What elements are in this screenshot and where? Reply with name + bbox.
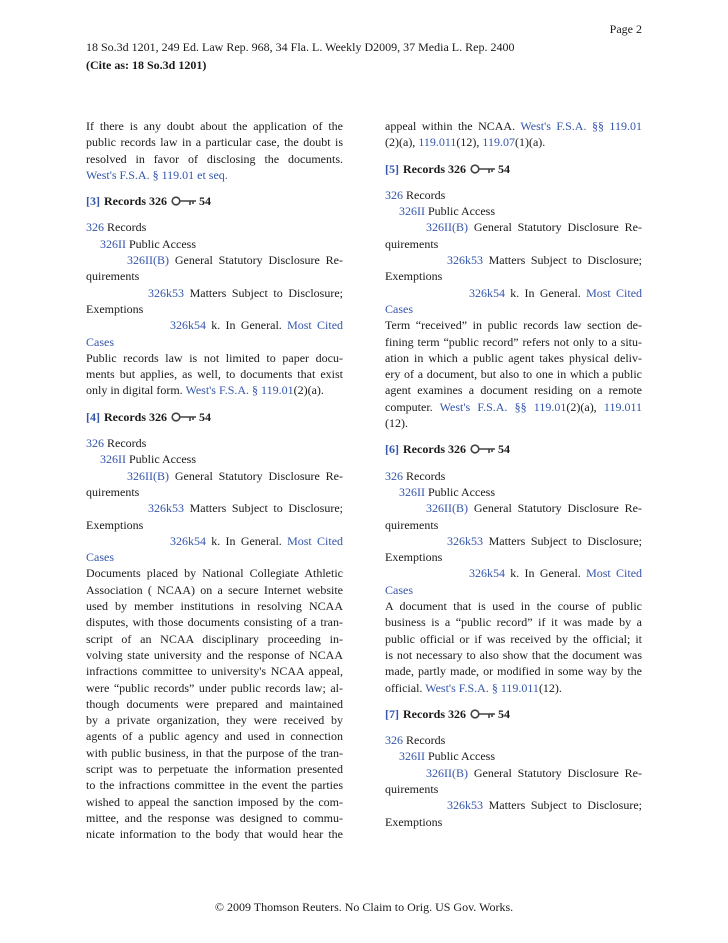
topic-code-link[interactable]: 326II(B) bbox=[426, 220, 468, 235]
headnote-text: Public records law is not limited to paper docu- bbox=[86, 350, 343, 365]
topic-label: Records bbox=[107, 436, 147, 451]
headnote-topic: Records 326 bbox=[403, 161, 466, 176]
topic-code-link[interactable]: 326k54 bbox=[170, 533, 206, 548]
citation-header bbox=[86, 38, 514, 74]
statute-link[interactable]: West's F.S.A. § 119.01 bbox=[185, 383, 294, 398]
topic-code-link[interactable]: 326k53 bbox=[447, 798, 483, 813]
statute-link[interactable]: 119.07 bbox=[482, 135, 515, 150]
key-icon bbox=[470, 709, 496, 719]
topic-label: Exemptions bbox=[385, 269, 443, 284]
left-column bbox=[86, 118, 343, 842]
topic-code-link[interactable]: 326k54 bbox=[469, 285, 505, 300]
topic-label: General Statutory Disclosure Re- bbox=[174, 468, 343, 483]
statute-link[interactable]: West's F.S.A. §§ 119.01 bbox=[520, 119, 642, 133]
key-number: 54 bbox=[498, 161, 510, 176]
topic-label: General Statutory Disclosure Re- bbox=[473, 765, 642, 780]
headnote-text: by a private organization, they were received by bbox=[86, 713, 343, 728]
most-cited-link[interactable]: Cases bbox=[385, 301, 413, 316]
topic-label: k. In General. bbox=[510, 566, 581, 581]
headnote-text: nicate information to the body that would hear the bbox=[86, 827, 343, 842]
most-cited-link[interactable]: Most Cited bbox=[287, 533, 344, 548]
headnote-number-link[interactable]: [4] bbox=[86, 409, 100, 424]
topic-code-link[interactable]: 326k53 bbox=[148, 285, 184, 300]
headnote-text: (2)(a), bbox=[566, 399, 597, 414]
most-cited-link[interactable]: Cases bbox=[385, 582, 413, 597]
headnote-number-link[interactable]: [5] bbox=[385, 161, 399, 176]
headnote-text: public official or if was received by the official; it bbox=[385, 631, 642, 646]
headnote-text: script of an NCAA disciplinary proceeding in- bbox=[86, 631, 343, 646]
key-icon bbox=[171, 196, 197, 206]
topic-label: Records bbox=[107, 220, 147, 235]
headnote-number-link[interactable]: [6] bbox=[385, 442, 399, 457]
right-column bbox=[385, 118, 642, 830]
topic-label: General Statutory Disclosure Re- bbox=[473, 220, 642, 235]
headnote-text: (12), bbox=[456, 135, 480, 150]
topic-label: quirements bbox=[385, 781, 439, 796]
headnote-text: disputes, with those documents consisting of a tran- bbox=[86, 615, 343, 630]
topic-label: Records bbox=[406, 733, 446, 748]
key-number: 54 bbox=[199, 409, 211, 424]
headnote-number-link[interactable]: [3] bbox=[86, 194, 100, 209]
headnote-text: ation in which a public agent takes physical deliv- bbox=[385, 350, 642, 365]
key-number: 54 bbox=[199, 194, 211, 209]
topic-label: k. In General. bbox=[510, 285, 581, 300]
most-cited-link[interactable]: Cases bbox=[86, 550, 114, 565]
topic-label: Exemptions bbox=[385, 550, 443, 565]
most-cited-link[interactable]: Cases bbox=[86, 334, 114, 349]
topic-label: k. In General. bbox=[211, 318, 282, 333]
topic-label: General Statutory Disclosure Re- bbox=[174, 253, 343, 268]
headnote-text: business is a “public record” if it was made by a bbox=[385, 615, 642, 630]
headnote-7-heading bbox=[385, 706, 642, 722]
headnote-topic: Records 326 bbox=[403, 706, 466, 721]
headnote-text: with public business, in that the purpose of the tran- bbox=[86, 745, 343, 760]
headnote-3-heading bbox=[86, 193, 343, 209]
topic-label: Matters Subject to Disclosure; bbox=[189, 285, 344, 300]
statute-link[interactable]: 119.011 bbox=[418, 135, 457, 150]
topic-code-link[interactable]: 326k53 bbox=[148, 501, 184, 516]
topic-code-link[interactable]: 326II(B) bbox=[426, 765, 468, 780]
topic-label: Matters Subject to Disclosure; bbox=[189, 501, 344, 516]
topic-label: Matters Subject to Disclosure; bbox=[488, 253, 643, 268]
headnote-text: (12). bbox=[385, 416, 408, 431]
key-number: 54 bbox=[498, 442, 510, 457]
headnote-text: (2)(a), bbox=[385, 135, 416, 150]
headnote-text: mittee, and the response was designed to commu- bbox=[86, 810, 343, 825]
topic-code-link[interactable]: 326 bbox=[385, 187, 403, 202]
headnote-text: A document that is used in the course of public bbox=[385, 599, 642, 614]
headnote-6-heading bbox=[385, 441, 642, 457]
headnote-text: script was to perpetuate the information presented bbox=[86, 761, 343, 776]
topic-code-link[interactable]: 326II(B) bbox=[127, 468, 169, 483]
topic-code-link[interactable]: 326II(B) bbox=[426, 501, 468, 516]
headnote-text: ments but applies, as well, to documents that exist bbox=[86, 367, 343, 382]
headnote-text: Documents placed by National Collegiate Athletic bbox=[86, 566, 343, 581]
key-number: 54 bbox=[498, 706, 510, 721]
intro-line: If there is any doubt about the application of the bbox=[86, 119, 343, 133]
topic-label: Public Access bbox=[129, 452, 196, 467]
topic-label: Exemptions bbox=[86, 301, 144, 316]
headnote-text: Term “received” in public records law section de- bbox=[385, 318, 642, 333]
topic-label: quirements bbox=[86, 484, 140, 499]
topic-label: Records bbox=[406, 468, 446, 483]
headnote-text: agent examines a document residing on a remote bbox=[385, 383, 642, 398]
topic-label: Public Access bbox=[428, 749, 495, 764]
headnote-text: to the infractions committee in the event the parties bbox=[86, 778, 343, 793]
topic-code-link[interactable]: 326II bbox=[399, 484, 425, 499]
cite-as-line: (Cite as: 18 So.3d 1201) bbox=[86, 58, 207, 72]
headnote-text: (2)(a). bbox=[293, 383, 324, 398]
topic-label: Exemptions bbox=[385, 814, 443, 829]
topic-label: Matters Subject to Disclosure; bbox=[488, 533, 643, 548]
key-icon bbox=[470, 164, 496, 174]
headnote-text: Association ( NCAA) on a secure Internet website bbox=[86, 582, 343, 597]
headnote-text: only in digital form. bbox=[86, 383, 183, 398]
most-cited-link[interactable]: Most Cited bbox=[586, 285, 643, 300]
statute-link[interactable]: 119.011 bbox=[603, 399, 642, 414]
topic-label: quirements bbox=[385, 236, 439, 251]
headnote-text: though documents were prepared and maintained bbox=[86, 696, 343, 711]
headnote-text: appeal within the NCAA. bbox=[385, 119, 516, 133]
headnote-text: made, partly made, or modified in some way by the bbox=[385, 664, 642, 679]
topic-code-link[interactable]: 326II bbox=[399, 749, 425, 764]
topic-code-link[interactable]: 326 bbox=[385, 468, 403, 483]
citation-line: 18 So.3d 1201, 249 Ed. Law Rep. 968, 34 Fla. L. Weekly D2009, 37 Media L. Rep. 2400 bbox=[86, 40, 515, 54]
topic-label: quirements bbox=[385, 517, 439, 532]
headnote-text: ery of a document, but also to one in which a public bbox=[385, 367, 642, 382]
headnote-text: computer. bbox=[385, 399, 433, 414]
headnote-topic: Records 326 bbox=[403, 442, 466, 457]
topic-code-link[interactable]: 326II(B) bbox=[127, 253, 169, 268]
headnote-text: infractions committee to university's NCAA appeal, bbox=[86, 664, 343, 679]
topic-label: General Statutory Disclosure Re- bbox=[473, 501, 642, 516]
headnote-text: were “public records” under public records law; al- bbox=[86, 680, 343, 695]
headnote-text: fining term “public record” refers not only to a situ- bbox=[385, 334, 642, 349]
topic-label: Matters Subject to Disclosure; bbox=[488, 798, 643, 813]
most-cited-link[interactable]: Most Cited bbox=[287, 318, 344, 333]
statute-link[interactable]: West's F.S.A. § 119.011 bbox=[425, 680, 539, 695]
most-cited-link[interactable]: Most Cited bbox=[586, 566, 643, 581]
headnote-text: (12). bbox=[538, 680, 562, 695]
topic-label: Public Access bbox=[428, 484, 495, 499]
key-icon bbox=[470, 444, 496, 454]
headnote-5-heading bbox=[385, 161, 642, 177]
headnote-text: is not necessary to also show that the document was bbox=[385, 647, 642, 662]
topic-code-link[interactable]: 326k53 bbox=[447, 253, 483, 268]
headnote-4-heading bbox=[86, 409, 343, 425]
topic-code-link[interactable]: 326II bbox=[399, 204, 425, 219]
key-icon bbox=[171, 412, 197, 422]
headnote-text: (1)(a). bbox=[514, 135, 546, 150]
topic-code-link[interactable]: 326k54 bbox=[170, 318, 206, 333]
topic-code-link[interactable]: 326II bbox=[100, 236, 126, 251]
topic-code-link[interactable]: 326 bbox=[385, 733, 403, 748]
headnote-text: wished to appeal the sanction imposed by the com- bbox=[86, 794, 343, 809]
topic-label: Public Access bbox=[428, 204, 495, 219]
page-number: Page 2 bbox=[609, 22, 642, 36]
topic-code-link[interactable]: 326II bbox=[100, 452, 126, 467]
topic-code-link[interactable]: 326k54 bbox=[469, 566, 505, 581]
headnote-text: used by member institutions in resolving NCAA bbox=[86, 599, 343, 614]
statute-link[interactable]: West's F.S.A. § 119.01 et seq. bbox=[86, 167, 228, 182]
statute-link[interactable]: West's F.S.A. §§ 119.01 bbox=[439, 399, 567, 414]
topic-label: k. In General. bbox=[211, 533, 282, 548]
topic-label: Records bbox=[406, 187, 446, 202]
intro-line: resolved in favor of disclosing the documents. bbox=[86, 151, 343, 166]
topic-label: Exemptions bbox=[86, 517, 144, 532]
topic-code-link[interactable]: 326 bbox=[86, 220, 104, 235]
headnote-number-link[interactable]: [7] bbox=[385, 706, 399, 721]
copyright-footer: © 2009 Thomson Reuters. No Claim to Orig. US Gov. Works. bbox=[214, 900, 514, 914]
headnote-text: volving state university and the response of NCAA bbox=[86, 647, 343, 662]
topic-code-link[interactable]: 326 bbox=[86, 436, 104, 451]
headnote-text: official. bbox=[385, 680, 423, 695]
topic-code-link[interactable]: 326k53 bbox=[447, 533, 483, 548]
headnote-topic: Records 326 bbox=[104, 194, 167, 209]
headnote-topic: Records 326 bbox=[104, 409, 167, 424]
topic-label: quirements bbox=[86, 269, 140, 284]
topic-label: Public Access bbox=[129, 236, 196, 251]
headnote-text: agents of a public agency and used in connection bbox=[86, 729, 343, 744]
intro-line: public records law in a particular case, the doubt is bbox=[86, 135, 343, 150]
